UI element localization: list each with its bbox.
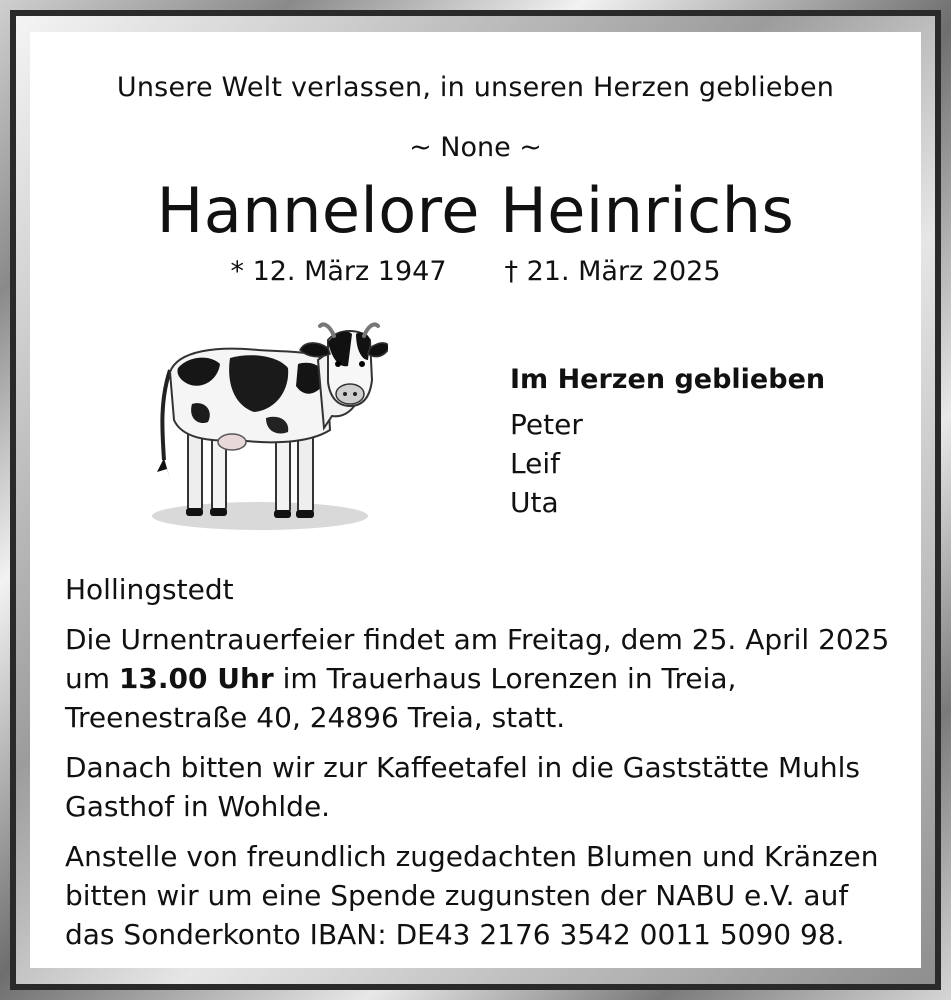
mourners-heading: Im Herzen geblieben	[510, 364, 826, 395]
mourner-name: Uta	[510, 486, 559, 519]
mourner-name: Peter	[510, 408, 583, 441]
motto-text: Unsere Welt verlassen, in unseren Herzen geblieben	[116, 72, 835, 103]
mourners-section	[510, 364, 890, 522]
deceased-name: Hannelore Heinrichs	[156, 174, 795, 247]
coffee-paragraph: Danach bitten wir zur Kaffeetafel in die Gaststätte Muhls Gasthof in Wohlde.	[65, 751, 861, 823]
ceremony-text-before: Die Urnentrauerfeier findet am Freitag, dem 25. April 2025 um	[65, 623, 890, 695]
birth-date: * 12. März 1947	[230, 256, 447, 287]
ceremony-text-after: im Trauerhaus Lorenzen in Treia, Treenestraße 40, 24896 Treia, statt.	[65, 662, 737, 734]
mourner-name: Leif	[510, 447, 560, 480]
donation-paragraph: Anstelle von freundlich zugedachten Blumen und Kränzen bitten wir um eine Spende zugunsten der NABU e.V. auf das Sonderkonto IBAN: DE43 2176 3542 0011 5090 98.	[65, 840, 879, 951]
cow-illustration	[148, 320, 388, 540]
ceremony-time: 13.00 Uhr	[118, 662, 274, 695]
obituary-card	[30, 32, 921, 968]
nickname-text: ~ None ~	[409, 132, 542, 163]
place-text: Hollingstedt	[65, 573, 234, 606]
death-date: † 21. März 2025	[504, 256, 721, 287]
cow-icon	[148, 320, 388, 540]
life-dates	[30, 256, 921, 287]
ceremony-paragraph	[65, 620, 895, 737]
